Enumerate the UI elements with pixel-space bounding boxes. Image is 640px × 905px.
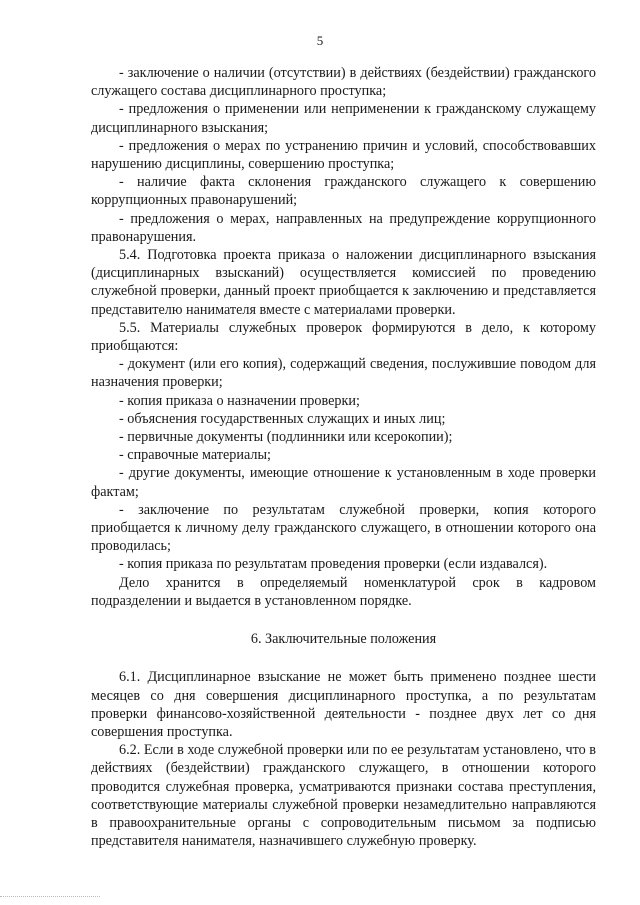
paragraph: 5.5. Материалы служебных проверок формируются в дело, к которому приобщаются: (91, 319, 596, 355)
document-body (91, 64, 596, 850)
paragraph: 6.2. Если в ходе служебной проверки или по ее результатам установлено, что в действиях (бездействии) гражданского служащего, в отношении которого проводится служебная проверка, усматриваются признаки состава преступления, соответствующие материалы служебной проверки незамедлительно направляются в правоохранительные органы с сопроводительным письмом за подписью представителя нанимателя, назначившего служебную проверку. (91, 742, 596, 850)
paragraph: - заключение о наличии (отсутствии) в действиях (бездействии) гражданского служащего состава дисциплинарного проступка; (91, 65, 596, 100)
paragraph: - наличие факта склонения гражданского служащего к совершению коррупционных правонарушений; (91, 174, 596, 209)
paragraph: - объяснения государственных служащих и иных лиц; (119, 410, 446, 427)
scan-artifact-divider (0, 896, 100, 897)
paragraph: - документ (или его копия), содержащий сведения, послужившие поводом для назначения проверки; (91, 356, 596, 391)
paragraph: 6.1. Дисциплинарное взыскание не может быть применено позднее шести месяцев со дня совершения дисциплинарного проступка, а по результатам проверки финансово-хозяйственной деятельности - позднее двух лет со дня совершения проступка. (91, 669, 596, 740)
paragraph: 5.4. Подготовка проекта приказа о наложении дисциплинарного взыскания (дисциплинарных взысканий) осуществляется комиссией по проведению служебной проверки, данный проект приобщается к заключению и представляется представителю нанимателя вместе с материалами проверки. (91, 247, 596, 318)
paragraph: - справочные материалы; (119, 447, 271, 464)
paragraph: - копия приказа по результатам проведения проверки (если издавался). (119, 556, 548, 573)
section-title: 6. Заключительные положения (250, 631, 437, 648)
paragraph: - первичные документы (подлинники или ксерокопии); (119, 429, 453, 446)
paragraph: - заключение по результатам служебной проверки, копия которого приобщается к личному делу гражданского служащего, в отношении которого она проводилась; (91, 501, 596, 555)
paragraph: Дело хранится в определяемый номенклатурой срок в кадровом подразделении и выдается в установленном порядке. (91, 574, 596, 609)
paragraph: - другие документы, имеющие отношение к установленным в ходе проверки фактам; (91, 465, 596, 500)
paragraph: - предложения о мерах по устранению причин и условий, способствовавших нарушению дисциплины, совершению проступка; (91, 137, 596, 173)
paragraph: - предложения о мерах, направленных на предупреждение коррупционного правонарушения. (91, 210, 596, 245)
paragraph: - копия приказа о назначении проверки; (119, 392, 360, 409)
paragraph: - предложения о применении или неприменении к гражданскому служащему дисциплинарного взыскания; (91, 101, 596, 136)
page-number: 5 (316, 33, 324, 48)
